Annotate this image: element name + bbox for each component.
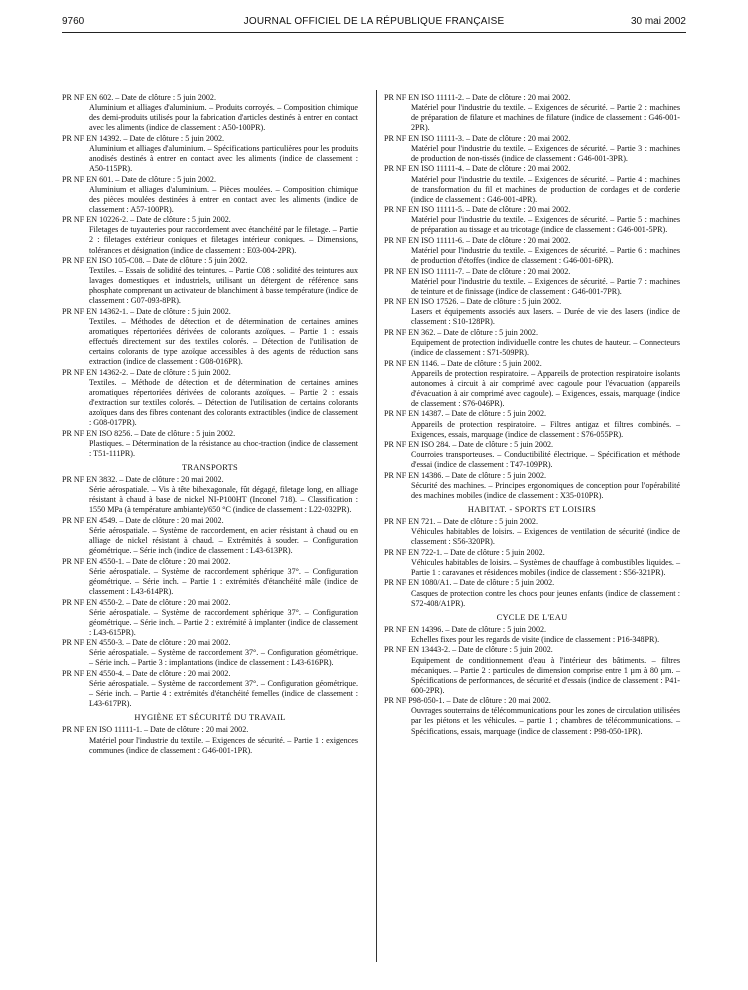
entry-description: Série aérospatiale. – Système de raccordement, en acier résistant à chaud ou en alliage de nickel résistant à chaud. – Extrémités à souder. – Configuration géométrique. – Série inch (indice de classement : L43-613PR). — [89, 526, 358, 556]
entry-description: Filetages de tuyauteries pour raccordement avec étanchéité par le filetage. – Partie 2 : filetages extérieur coniques et filetages intérieur coniques. – Dimensions, tolérances et désignation (indice de classement : E03-004-2PR). — [89, 225, 358, 255]
entry-reference: PR NF EN ISO 105-C08. – Date de clôture : 5 juin 2002. — [62, 256, 248, 266]
entry-reference: PR NF EN 14392. – Date de clôture : 5 juin 2002. — [62, 133, 225, 143]
entry-reference: PR NF EN ISO 8256. – Date de clôture : 5 juin 2002. — [62, 428, 236, 438]
standard-entry — [62, 368, 358, 429]
entry-reference: PR NF EN 602. – Date de clôture : 5 juin 2002. — [62, 93, 216, 102]
journal-title: JOURNAL OFFICIEL DE LA RÉPUBLIQUE FRANÇAISE — [243, 16, 505, 27]
column-divider — [376, 90, 377, 962]
entry-reference: PR NF EN ISO 11111-3. – Date de clôture : 20 mai 2002. — [384, 133, 571, 143]
entry-reference: PR NF EN 362. – Date de clôture : 5 juin 2002. — [384, 327, 538, 337]
standard-entry — [384, 471, 680, 501]
entry-reference: PR NF EN ISO 11111-1. – Date de clôture : 20 mai 2002. — [62, 725, 249, 735]
entry-reference: PR NF EN ISO 17526. – Date de clôture : 5 juin 2002. — [384, 297, 562, 307]
entry-description: Matériel pour l'industrie du textile. – Exigences de sécurité. – Partie 1 : exigences communes (indice de classement : G46-001-1PR). — [89, 735, 358, 755]
entry-reference: PR NF EN 721. – Date de clôture : 5 juin 2002. — [384, 517, 538, 527]
standard-entry — [384, 625, 680, 645]
standard-entry — [384, 548, 680, 578]
entry-reference: PR NF EN ISO 11111-7. – Date de clôture : 20 mai 2002. — [384, 266, 571, 276]
entry-reference: PR NF EN 4550-1. – Date de clôture : 20 mai 2002. — [62, 556, 231, 566]
standard-entry — [384, 328, 680, 358]
entry-description: Casques de protection contre les chocs pour jeunes enfants (indice de classement : S72-408/A1PR). — [411, 588, 680, 608]
standard-entry — [384, 267, 680, 297]
entry-reference: PR NF EN ISO 11111-6. – Date de clôture : 20 mai 2002. — [384, 235, 571, 245]
entry-reference: PR NF EN 722-1. – Date de clôture : 5 juin 2002. — [384, 547, 545, 557]
entry-reference: PR NF EN 14386. – Date de clôture : 5 juin 2002. — [384, 470, 547, 480]
standard-entry — [384, 297, 680, 327]
standard-entry — [62, 429, 358, 459]
entry-reference: PR NF EN ISO 11111-2. – Date de clôture : 20 mai 2002. — [384, 93, 571, 102]
standard-entry — [384, 578, 680, 608]
entry-description: Appareils de protection respiratoire. – Appareils de protection respiratoire isolants autonomes à circuit à air comprimé avec cagoule pour l'évacuation (appareils d'évacuation à air comprimé avec cagoule). – Exigences, essais, marquage (indice de classement : S76-046PR). — [411, 368, 680, 408]
section-heading: CYCLE DE L'EAU — [496, 612, 568, 622]
entry-reference: PR NF P98-050-1. – Date de clôture : 20 mai 2002. — [384, 696, 551, 706]
entry-description: Sécurité des machines. – Principes ergonomiques de conception pour l'opérabilité des machines mobiles (indice de classement : X35-010PR). — [411, 480, 680, 500]
entry-description: Lasers et équipements associés aux lasers. – Durée de vie des lasers (indice de classement : S10-128PR). — [411, 307, 680, 327]
entry-description: Série aérospatiale. – Système de raccordement sphérique 37°. – Configuration géométrique. – Série inch. – Partie 1 : extrémités d'étanchéité mâle (indice de classement : L43-614PR). — [89, 566, 358, 597]
standard-entry — [62, 669, 358, 709]
entry-description: Matériel pour l'industrie du textile. – Exigences de sécurité. – Partie 3 : machines de production de non-tissés (indice de classement : G46-001-3PR). — [411, 143, 680, 163]
entry-description: Aluminium et alliages d'aluminium. – Produits corroyés. – Composition chimique des demi-produits utilisés pour la fabrication d'articles destinés à entrer en contact avec les aliments (indice de classement : A50-100PR). — [89, 103, 358, 133]
entry-reference: PR NF EN 14387. – Date de clôture : 5 juin 2002. — [384, 409, 547, 419]
entry-description: Textiles. – Essais de solidité des teintures. – Partie C08 : solidité des teintures aux lavages domestiques et industriels, utilisant un détergent de référence sans phosphate comprenant un activateur de blanchiment à basse température (indice de classement : G07-093-8PR). — [89, 266, 358, 306]
entry-description: Equipement de protection individuelle contre les chutes de hauteur. – Connecteurs (indice de classement : S71-509PR). — [411, 337, 680, 358]
entry-description: Echelles fixes pour les regards de visite (indice de classement : P16-348PR). — [411, 634, 660, 644]
standard-entry — [62, 598, 358, 638]
entry-reference: PR NF EN 4550-2. – Date de clôture : 20 mai 2002. — [62, 597, 231, 607]
entry-description: Série aérospatiale. – Système de raccordement 37°. – Configuration géométrique. – Série inch. – Partie 4 : extrémités d'étanchéité femelles (indice de classement : L43-617PR). — [89, 679, 358, 709]
entry-reference: PR NF EN 14362-1. – Date de clôture : 5 juin 2002. — [62, 306, 231, 316]
entry-description: Matériel pour l'industrie du textile. – Exigences de sécurité. – Partie 6 : machines de production d'étoffes (indice de classement : G46-001-6PR). — [411, 245, 680, 266]
entry-reference: PR NF EN 10226-2. – Date de clôture : 5 juin 2002. — [62, 215, 231, 225]
standard-entry — [62, 725, 358, 755]
entry-reference: PR NF EN 14362-2. – Date de clôture : 5 juin 2002. — [62, 367, 231, 377]
standard-entry — [384, 645, 680, 695]
entry-description: Equipement de conditionnement d'eau à l'intérieur des bâtiments. – filtres mécaniques. – Partie 2 : particules de dimension comprise entre 1 µm à 80 µm. – Spécifications de performances, de sécurité et d'essais (indice de classement : P41-600-2PR). — [411, 655, 680, 695]
standard-entry — [384, 359, 680, 409]
standard-entry — [62, 557, 358, 597]
entry-description: Textiles. – Méthodes de détection et de détermination de certaines amines aromatiques répertoriées dérivées de colorants azoïques. – Partie 1 : essais effectués directement sur des textiles colorés. – Détection de l'utilisation de certains colorants de type azoïque accessibles à des agents de réduction sans extraction (indice de classement : G08-016PR). — [89, 317, 358, 367]
standard-entry — [62, 175, 358, 215]
page-number: 9760 — [62, 16, 85, 27]
entry-description: Matériel pour l'industrie du textile. – Exigences de sécurité. – Partie 4 : machines de transformation du fil et machines de production de cordages et de corderie (indice de classement : G46-001-4PR). — [411, 174, 680, 204]
entry-description: Véhicules habitables de loisirs. – Exigences de ventilation de sécurité (indice de classement : S56-320PR). — [411, 527, 680, 547]
entry-reference: PR NF EN ISO 11111-4. – Date de clôture : 20 mai 2002. — [384, 164, 571, 174]
entry-description: Textiles. – Méthode de détection et de détermination de certaines amines aromatiques répertoriées dérivées de colorants azoïques. – Partie 2 : essais d'extraction sur textiles colorés. – Détection de l'utilisation de certains colorants azoïques dans des fibres contenant des colorants extractibles (indice de classement : G08-017PR). — [89, 377, 358, 428]
entry-description: Courroies transporteuses. – Conductibilité électrique. – Spécification et méthode d'essai (indice de classement : T47-109PR). — [411, 450, 680, 470]
entry-description: Série aérospatiale. – Vis à tête bihexagonale, fût dégagé, filetage long, en alliage résistant à chaud à base de nickel NI-P100HT (Inconel 718). – Classification : 1550 MPa (à température ambiante)/650 °C (indice de classement : L22-032PR). — [89, 485, 358, 515]
entry-description: Appareils de protection respiratoire. – Filtres antigaz et filtres combinés. – Exigences, essais, marquage (indice de classement : S76-055PR). — [411, 419, 680, 439]
entry-reference: PR NF EN 14396. – Date de clôture : 5 juin 2002. — [384, 624, 547, 634]
standard-entry — [384, 164, 680, 204]
standard-entry — [62, 215, 358, 255]
standard-entry — [384, 409, 680, 439]
standard-entry — [62, 134, 358, 174]
entry-reference: PR NF EN 13443-2. – Date de clôture : 5 juin 2002. — [384, 645, 553, 655]
entry-reference: PR NF EN 601. – Date de clôture : 5 juin 2002. — [62, 174, 216, 184]
left-column — [62, 93, 358, 756]
standard-entry — [384, 205, 680, 235]
standard-entry — [384, 236, 680, 266]
standard-entry — [62, 93, 358, 133]
entry-description: Ouvrages souterrains de télécommunications pour les zones de circulation utilisées par les piétons et les véhicules. – partie 1 ; chambres de télécommunications. – Spécifications, essais, marquage (indice de classement : P98-050-1PR). — [411, 706, 680, 736]
entry-reference: PR NF EN 4550-4. – Date de clôture : 20 mai 2002. — [62, 668, 231, 678]
standard-entry — [62, 256, 358, 306]
publication-date: 30 mai 2002 — [630, 16, 686, 27]
entry-reference: PR NF EN 1080/A1. – Date de clôture : 5 juin 2002. — [384, 578, 555, 588]
entry-reference: PR NF EN 3832. – Date de clôture : 20 mai 2002. — [62, 475, 224, 485]
entry-description: Matériel pour l'industrie du textile. – Exigences de sécurité. – Partie 7 : machines de teinture et de finissage (indice de classement : G46-001-7PR). — [411, 276, 680, 296]
entry-reference: PR NF EN 1146. – Date de clôture : 5 juin 2002. — [384, 358, 542, 368]
section-heading: HYGIÈNE ET SÉCURITÉ DU TRAVAIL — [134, 713, 286, 723]
entry-reference: PR NF EN ISO 11111-5. – Date de clôture : 20 mai 2002. — [384, 205, 571, 215]
entry-description: Aluminium et alliages d'aluminium. – Spécifications particulières pour les produits anodisés destinés à entrer en contact avec les aliments (indice de classement : A50-115PR). — [89, 143, 358, 174]
standard-entry — [384, 93, 680, 133]
standard-entry — [384, 517, 680, 547]
section-heading: TRANSPORTS — [181, 463, 239, 473]
standard-entry — [384, 696, 680, 736]
standard-entry — [384, 134, 680, 164]
entry-description: Matériel pour l'industrie du textile. – Exigences de sécurité. – Partie 5 : machines de préparation au tissage et au tricotage (indice de classement : G46-001-5PR). — [411, 215, 680, 235]
entry-reference: PR NF EN 4549. – Date de clôture : 20 mai 2002. — [62, 515, 224, 525]
entry-description: Véhicules habitables de loisirs. – Systèmes de chauffage à combustibles liquides. – Partie 1 : caravanes et résidences mobiles (indice de classement : S56-321PR). — [411, 557, 680, 577]
standard-entry — [62, 307, 358, 368]
standard-entry — [62, 475, 358, 515]
standard-entry — [62, 638, 358, 668]
entry-reference: PR NF EN 4550-3. – Date de clôture : 20 mai 2002. — [62, 638, 231, 648]
entry-reference: PR NF EN ISO 284. – Date de clôture : 5 juin 2002. — [384, 440, 554, 450]
standard-entry — [62, 516, 358, 556]
entry-description: Plastiques. – Détermination de la résistance au choc-traction (indice de classement : T51-111PR). — [89, 438, 358, 459]
section-heading: HABITAT. - SPORTS ET LOISIRS — [467, 505, 597, 515]
header-rule — [62, 32, 686, 33]
entry-description: Matériel pour l'industrie du textile. – Exigences de sécurité. – Partie 2 : machines de préparation de filature et machines de filature (indice de classement : G46-001-2PR). — [411, 103, 680, 133]
standard-entry — [384, 440, 680, 470]
page-header — [62, 14, 686, 32]
entry-description: Aluminium et alliages d'aluminium. – Pièces moulées. – Composition chimique des pièces moulées destinées à entrer en contact avec les aliments (indice de classement : A57-100PR). — [89, 184, 358, 214]
right-column — [384, 93, 680, 737]
entry-description: Série aérospatiale. – Système de raccordement sphérique 37°. – Configuration géométrique. – Série inch. – Partie 2 : extrémité à implanter (indice de classement : L43-615PR). — [89, 607, 358, 637]
entry-description: Série aérospatiale. – Système de raccordement 37°. – Configuration géométrique. – Série inch. – Partie 3 : implantations (indice de classement : L43-616PR). — [89, 648, 358, 668]
